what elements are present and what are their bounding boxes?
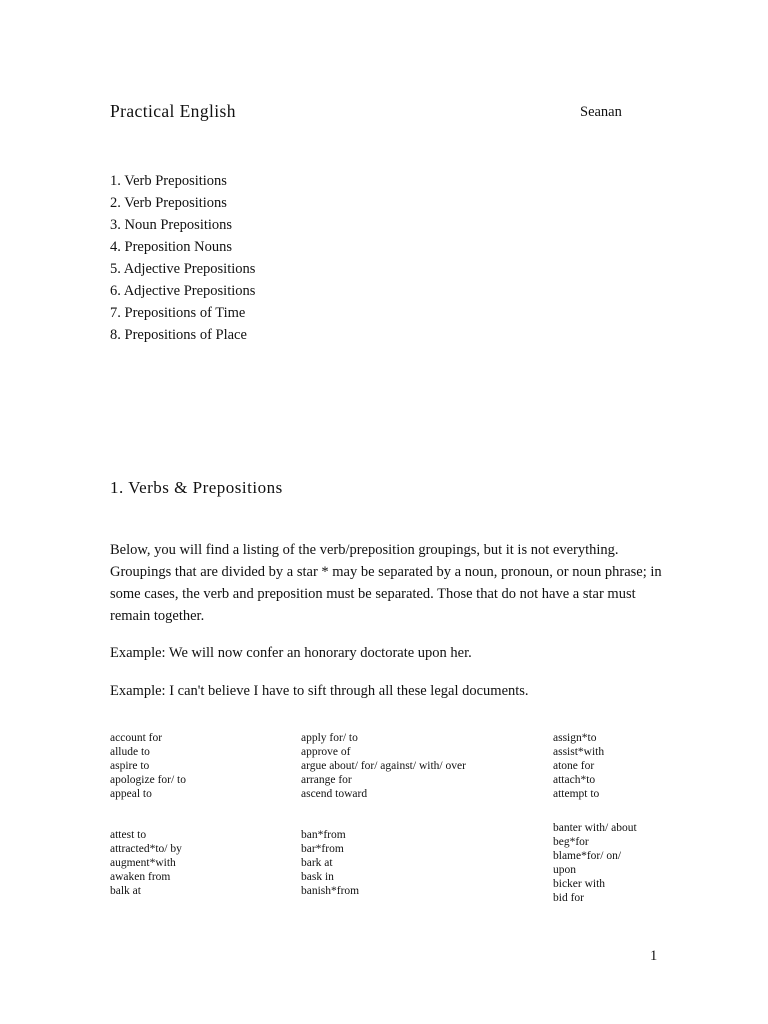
word-list-item: banish*from xyxy=(301,885,360,897)
intro-paragraph: Below, you will find a listing of the verb/preposition groupings, but it is not everything. Groupings that are divided by a star * may be separated by a noun, pronoun, or noun phrase; in some cases, the verb and preposition must be separated. Those that do not have a star must remain together. xyxy=(110,542,662,624)
word-list-item: bid for xyxy=(553,892,584,904)
word-list-item: arrange for xyxy=(301,774,352,786)
toc-item: 2. Verb Prepositions xyxy=(110,195,227,211)
word-list-item: bask in xyxy=(301,871,334,883)
word-list-item: banter with/ about xyxy=(553,822,637,834)
word-list-item: attempt to xyxy=(553,788,600,800)
word-list-item: atone for xyxy=(553,760,595,772)
word-list-item: apply for/ to xyxy=(301,732,358,744)
toc-item: 1. Verb Prepositions xyxy=(110,173,227,189)
word-list-item: bark at xyxy=(301,857,333,869)
word-list-item: assist*with xyxy=(553,746,605,758)
word-list-item: account for xyxy=(110,732,163,744)
word-list-column xyxy=(110,731,186,801)
word-list-item: argue about/ for/ against/ with/ over xyxy=(301,760,466,772)
toc-item: 6. Adjective Prepositions xyxy=(110,283,256,299)
word-list-column xyxy=(553,821,637,905)
word-list-item: balk at xyxy=(110,885,141,897)
word-list-item: assign*to xyxy=(553,732,597,744)
word-list-item: attracted*to/ by xyxy=(110,843,182,855)
toc-item: 5. Adjective Prepositions xyxy=(110,261,256,277)
word-list-item: attach*to xyxy=(553,774,596,786)
word-list-item: ban*from xyxy=(301,829,346,841)
author-name: Seanan xyxy=(580,104,622,120)
toc-item: 8. Prepositions of Place xyxy=(110,327,247,343)
word-list-item: approve of xyxy=(301,746,351,758)
word-list-column xyxy=(301,731,466,801)
word-list-column xyxy=(110,828,182,898)
word-list-item: appeal to xyxy=(110,788,152,800)
word-list-column xyxy=(553,731,604,801)
document-title: Practical English xyxy=(110,101,236,121)
section-heading: 1. Verbs & Prepositions xyxy=(110,478,283,497)
example-sentence-2: Example: I can't believe I have to sift through all these legal documents. xyxy=(110,683,529,699)
word-list-item: ascend toward xyxy=(301,788,368,800)
word-list-item: beg*for xyxy=(553,836,589,848)
table-of-contents xyxy=(110,172,255,348)
word-list-item: allude to xyxy=(110,746,150,758)
word-list-item: bicker with xyxy=(553,878,606,890)
example-sentence-1: Example: We will now confer an honorary doctorate upon her. xyxy=(110,645,472,661)
word-list-column xyxy=(301,828,359,898)
word-list-item: aspire to xyxy=(110,760,150,772)
page-number: 1 xyxy=(650,948,658,964)
word-list-item: blame*for/ on/ xyxy=(553,850,622,862)
word-list-item: awaken from xyxy=(110,871,171,883)
toc-item: 7. Prepositions of Time xyxy=(110,305,246,321)
word-list-item: upon xyxy=(553,864,576,876)
word-list-item: apologize for/ to xyxy=(110,774,187,786)
word-list-item: bar*from xyxy=(301,843,344,855)
toc-item: 3. Noun Prepositions xyxy=(110,217,233,233)
toc-item: 4. Preposition Nouns xyxy=(110,239,233,255)
word-list-item: augment*with xyxy=(110,857,176,869)
word-list-item: attest to xyxy=(110,829,147,841)
